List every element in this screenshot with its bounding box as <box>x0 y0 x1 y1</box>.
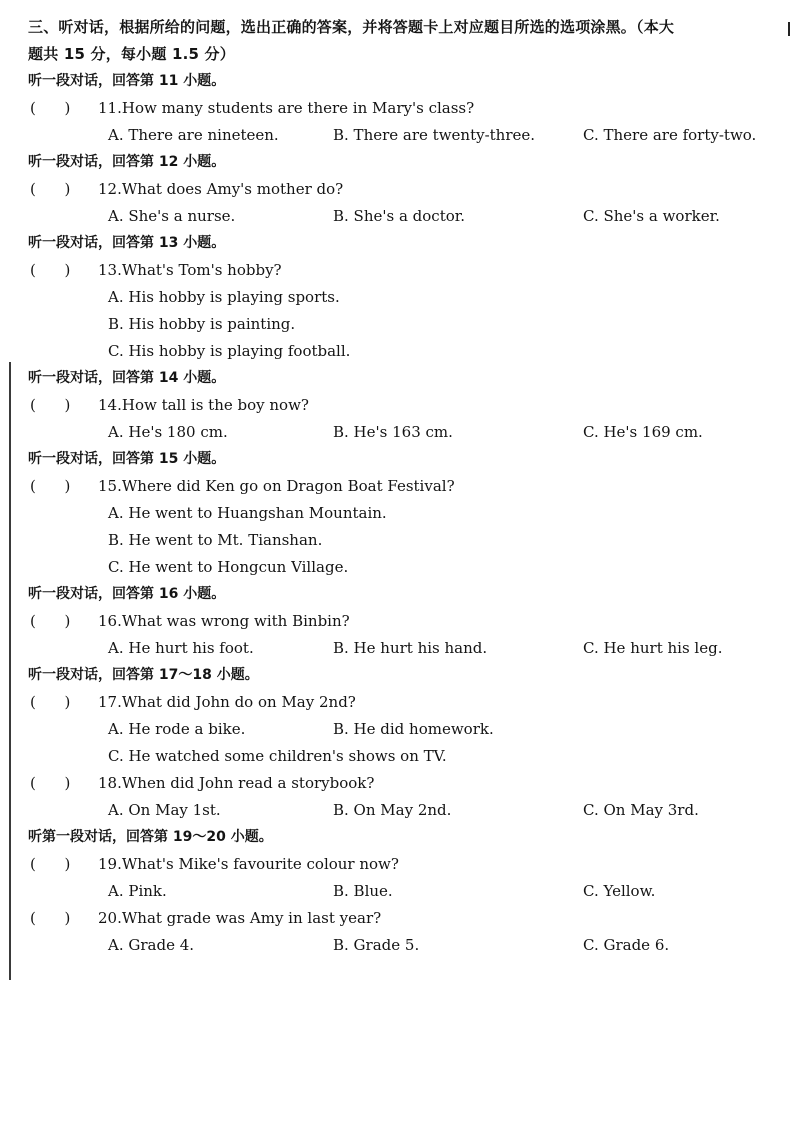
question-number: 12. <box>98 180 122 198</box>
dialogue-instruction: 听一段对话，回答第 17～18 小题。 <box>28 667 259 683</box>
option-row <box>28 122 780 149</box>
dialogue-instruction: 听一段对话，回答第 15 小题。 <box>28 451 226 467</box>
option-b[interactable]: B. There are twenty-three. <box>333 126 536 144</box>
option-c[interactable]: C. There are forty-two. <box>583 126 757 144</box>
option-a[interactable]: A. His hobby is playing sports. <box>108 288 340 306</box>
option-row <box>28 419 780 446</box>
question-number: 19. <box>98 855 122 873</box>
dialogue-instruction: 听第一段对话，回答第 19～20 小题。 <box>28 829 273 845</box>
dialogue-instruction: 听一段对话，回答第 16 小题。 <box>28 586 226 602</box>
question-number: 20. <box>98 909 122 927</box>
option-row <box>28 635 780 662</box>
option-c[interactable]: C. She's a worker. <box>583 207 720 225</box>
answer-blank[interactable]: ( ) <box>30 909 71 927</box>
option-row <box>28 932 780 959</box>
option-b[interactable]: B. He's 163 cm. <box>333 423 453 441</box>
option-a[interactable]: A. On May 1st. <box>108 801 221 819</box>
question-text: What was wrong with Binbin? <box>121 612 350 630</box>
question-line <box>28 257 780 284</box>
dialogue-instruction: 听一段对话，回答第 14 小题。 <box>28 370 226 386</box>
question-line <box>28 608 780 635</box>
question-block <box>28 662 780 824</box>
section-title-line-2: 题共 15 分，每小题 1.5 分） <box>28 45 235 63</box>
answer-blank[interactable]: ( ) <box>30 261 71 279</box>
dialogue-instruction: 听一段对话，回答第 13 小题。 <box>28 235 226 251</box>
listening-section <box>28 14 780 959</box>
option-a[interactable]: A. He rode a bike. <box>108 720 246 738</box>
question-number: 13. <box>98 261 122 279</box>
edge-mark <box>788 22 790 36</box>
option-c[interactable]: C. Grade 6. <box>583 936 670 954</box>
answer-blank[interactable]: ( ) <box>30 180 71 198</box>
question-text: Where did Ken go on Dragon Boat Festival? <box>121 477 455 495</box>
answer-blank[interactable]: ( ) <box>30 477 71 495</box>
question-text: What's Tom's hobby? <box>121 261 282 279</box>
answer-blank[interactable]: ( ) <box>30 855 71 873</box>
question-line <box>28 851 780 878</box>
option-b[interactable]: B. He did homework. <box>333 720 494 738</box>
question-line <box>28 473 780 500</box>
question-line <box>28 176 780 203</box>
question-block <box>28 365 780 446</box>
question-number: 14. <box>98 396 122 414</box>
option-c[interactable]: C. On May 3rd. <box>583 801 699 819</box>
question-text: How many students are there in Mary's class? <box>121 99 475 117</box>
option-a[interactable]: A. He's 180 cm. <box>108 423 228 441</box>
question-text: When did John read a storybook? <box>121 774 375 792</box>
question-line <box>28 770 780 797</box>
option-b[interactable]: B. He went to Mt. Tianshan. <box>108 531 323 549</box>
option-a[interactable]: A. He went to Huangshan Mountain. <box>108 504 387 522</box>
question-line <box>28 689 780 716</box>
option-b[interactable]: B. Blue. <box>333 882 393 900</box>
dialogue-instruction: 听一段对话，回答第 12 小题。 <box>28 154 226 170</box>
option-row <box>28 716 780 743</box>
option-row <box>28 797 780 824</box>
question-text: How tall is the boy now? <box>121 396 309 414</box>
option-a[interactable]: A. Pink. <box>108 882 167 900</box>
question-line <box>28 905 780 932</box>
question-text: What grade was Amy in last year? <box>121 909 382 927</box>
question-block <box>28 824 780 959</box>
question-number: 17. <box>98 693 122 711</box>
option-b[interactable]: B. He hurt his hand. <box>333 639 488 657</box>
option-a[interactable]: A. He hurt his foot. <box>108 639 254 657</box>
option-b[interactable]: B. Grade 5. <box>333 936 420 954</box>
option-a[interactable]: A. Grade 4. <box>108 936 195 954</box>
option-b[interactable]: B. His hobby is painting. <box>108 315 296 333</box>
question-block <box>28 230 780 365</box>
option-c[interactable]: C. He hurt his leg. <box>583 639 723 657</box>
question-text: What's Mike's favourite colour now? <box>121 855 399 873</box>
question-block <box>28 581 780 662</box>
question-number: 15. <box>98 477 122 495</box>
option-c[interactable]: C. Yellow. <box>583 882 656 900</box>
question-blocks <box>28 68 780 959</box>
option-b[interactable]: B. On May 2nd. <box>333 801 452 819</box>
option-a[interactable]: A. There are nineteen. <box>108 126 279 144</box>
answer-blank[interactable]: ( ) <box>30 99 71 117</box>
section-title-line-1: 三、听对话，根据所给的问题，选出正确的答案，并将答题卡上对应题目所选的选项涂黑。（本大 <box>28 18 675 36</box>
option-row <box>28 878 780 905</box>
margin-line <box>9 362 11 980</box>
question-block <box>28 149 780 230</box>
option-c[interactable]: C. He watched some children's shows on TV. <box>108 747 447 765</box>
question-number: 18. <box>98 774 122 792</box>
answer-blank[interactable]: ( ) <box>30 612 71 630</box>
question-block <box>28 446 780 581</box>
question-block <box>28 68 780 149</box>
answer-blank[interactable]: ( ) <box>30 693 71 711</box>
question-number: 16. <box>98 612 122 630</box>
dialogue-instruction: 听一段对话，回答第 11 小题。 <box>28 73 226 89</box>
option-c[interactable]: C. He's 169 cm. <box>583 423 703 441</box>
answer-blank[interactable]: ( ) <box>30 396 71 414</box>
option-a[interactable]: A. She's a nurse. <box>108 207 236 225</box>
option-c[interactable]: C. His hobby is playing football. <box>108 342 351 360</box>
option-row <box>28 203 780 230</box>
question-number: 11. <box>98 99 122 117</box>
answer-blank[interactable]: ( ) <box>30 774 71 792</box>
question-text: What does Amy's mother do? <box>121 180 344 198</box>
option-c[interactable]: C. He went to Hongcun Village. <box>108 558 349 576</box>
question-line <box>28 95 780 122</box>
question-line <box>28 392 780 419</box>
question-text: What did John do on May 2nd? <box>121 693 356 711</box>
option-b[interactable]: B. She's a doctor. <box>333 207 466 225</box>
